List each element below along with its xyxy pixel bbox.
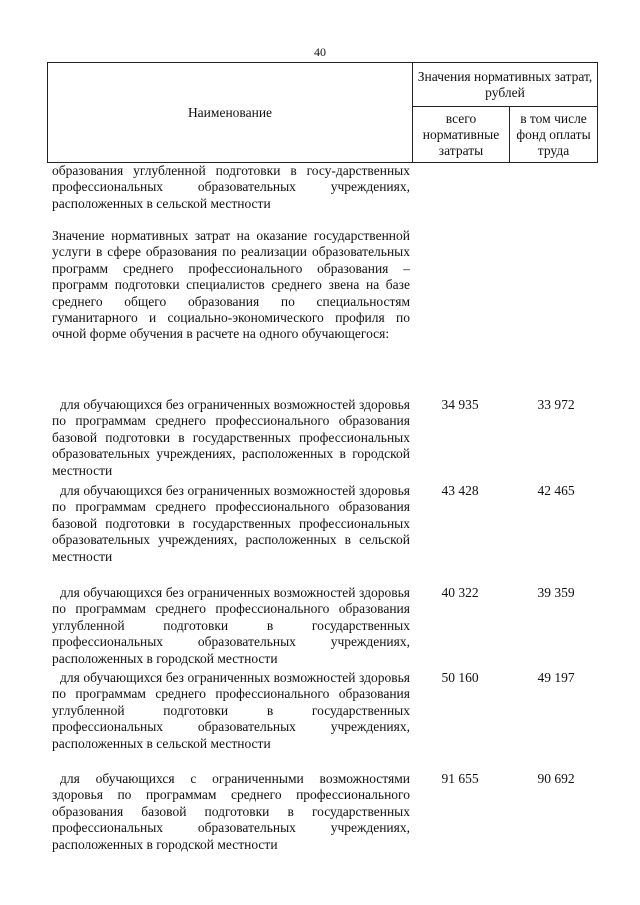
- header-payroll: в том числе фонд оплаты труда: [510, 107, 598, 163]
- row-text: для обучающихся без ограниченных возможностей здоровья по программам среднего профессионального образования базовой подготовки в государственных профессиональных образовательных учреждениях, расположенных в городской местности: [52, 397, 410, 478]
- header-total: всего нормативные затраты: [413, 107, 510, 163]
- page-number: 40: [314, 45, 326, 59]
- row-total: 40 322: [441, 585, 479, 600]
- row-text: для обучающихся без ограниченных возможностей здоровья по программам среднего профессионального образования углубленной подготовки в государственных профессиональных образовательных учреждениях, расположенных в городской местности: [52, 585, 410, 666]
- row-text: для обучающихся без ограниченных возможностей здоровья по программам среднего профессионального образования углубленной подготовки в государственных профессиональных образовательных учреждениях, расположенных в сельской местности: [52, 670, 410, 751]
- row-payroll: 90 692: [537, 771, 575, 786]
- intro-paragraph: Значение нормативных затрат на оказание государственной услуги в сфере образования по реализации образовательных программ среднего профессионального образования – программ подготовки специалистов среднего звена на базе среднего общего образования по специальностям гуманитарного и социально-экономического профиля по очной форме обучения в расчете на одного обучающегося:: [52, 228, 410, 342]
- continuation-text: образования углубленной подготовки в госу-дарственных профессиональных образовательных учреждениях, расположенных в сельской местности: [52, 163, 410, 211]
- row-payroll: 49 197: [537, 670, 575, 685]
- row-payroll: 42 465: [537, 483, 575, 498]
- table-header: [47, 62, 598, 163]
- row-text: для обучающихся с ограниченными возможностями здоровья по программам среднего профессионального образования базовой подготовки в государственных профессиональных образовательных учреждениях, расположенных в городской местности: [52, 771, 410, 852]
- row-text: для обучающихся без ограниченных возможностей здоровья по программам среднего профессионального образования базовой подготовки в государственных профессиональных образовательных учреждениях, расположенных в сельской местности: [52, 483, 410, 564]
- header-name: Наименование: [48, 63, 413, 163]
- row-payroll: 39 359: [537, 585, 575, 600]
- header-values-group: Значения нормативных затрат, рублей: [413, 63, 598, 107]
- row-total: 43 428: [441, 483, 479, 498]
- row-total: 34 935: [441, 397, 479, 412]
- row-payroll: 33 972: [537, 397, 575, 412]
- row-total: 91 655: [441, 771, 479, 786]
- row-total: 50 160: [441, 670, 479, 685]
